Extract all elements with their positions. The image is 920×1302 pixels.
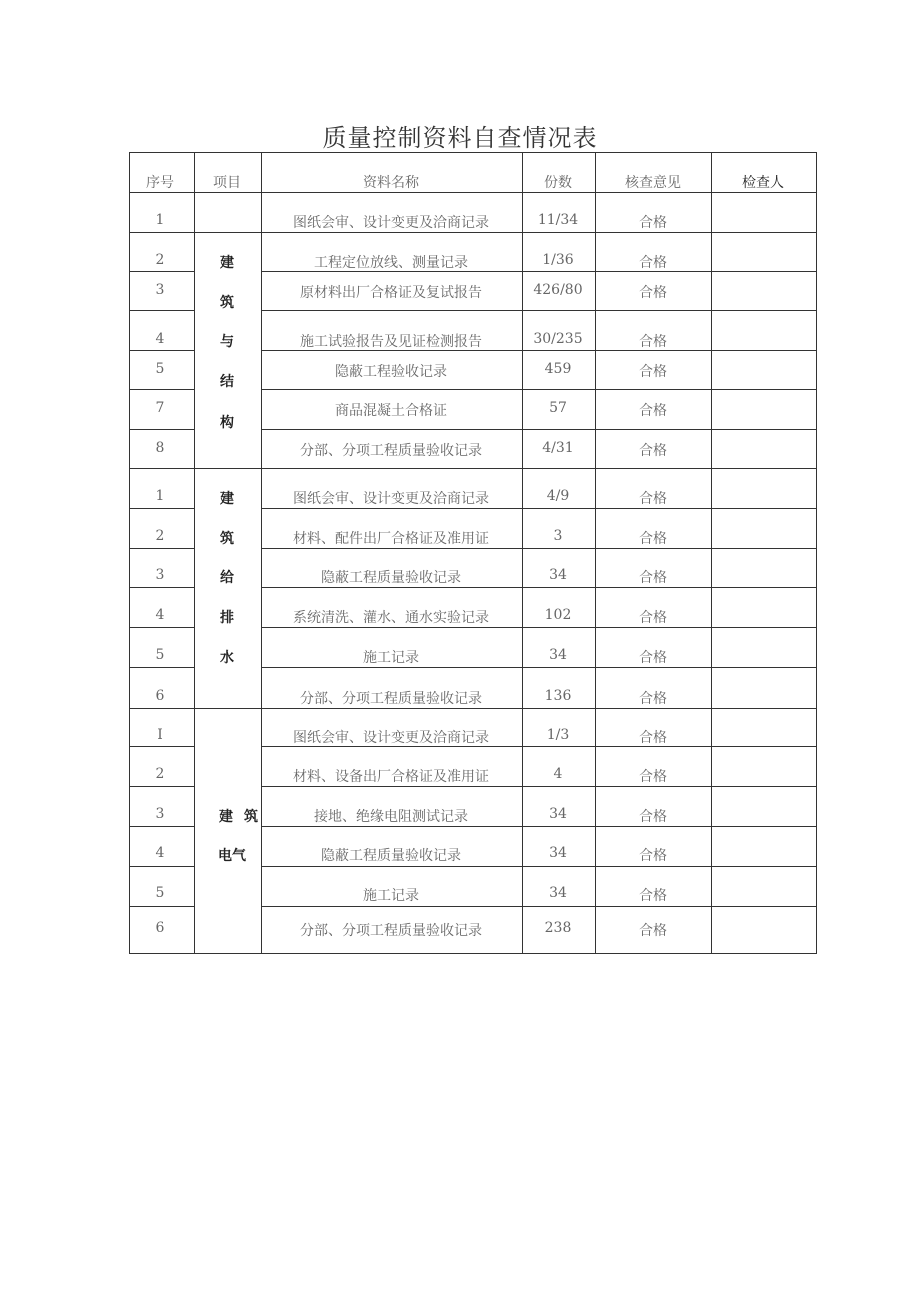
review-opinion: 合格 (639, 570, 667, 586)
group-label-char: 水 (220, 650, 234, 666)
table-col-line (129, 152, 130, 953)
row-number: 2 (155, 766, 165, 782)
table-row-line (129, 271, 194, 272)
review-opinion: 合格 (639, 285, 667, 301)
table-row-line (261, 667, 817, 668)
table-row-line (129, 746, 194, 747)
table-row-line (194, 953, 261, 954)
table-row-line (261, 508, 817, 509)
table-row-line (261, 587, 817, 588)
review-opinion: 合格 (639, 888, 667, 904)
review-opinion: 合格 (639, 364, 667, 380)
document-name: 工程定位放线、测量记录 (314, 255, 468, 271)
table-row-line (129, 826, 194, 827)
group-label-char: 给 (220, 570, 234, 586)
row-number: 1 (155, 488, 165, 504)
row-number: 4 (155, 331, 165, 347)
table-col-line (261, 152, 262, 953)
table-row-line (261, 429, 817, 430)
table-col-line (816, 152, 817, 953)
page-title: 质量控制资料自查情况表 (322, 124, 598, 152)
table-col-line (522, 152, 523, 953)
group-label-char: 筑 (220, 531, 234, 547)
document-name: 施工记录 (363, 888, 419, 904)
document-count: 3 (553, 528, 563, 544)
row-number: 1 (155, 212, 165, 228)
row-number: 6 (155, 688, 165, 704)
document-count: 11/34 (537, 212, 579, 228)
document-count: 34 (549, 567, 567, 583)
document-name: 隐蔽工程质量验收记录 (321, 848, 461, 864)
review-opinion: 合格 (639, 848, 667, 864)
table-row-line (129, 350, 194, 351)
document-count: 57 (549, 400, 567, 416)
group-label-char: 筑 (244, 809, 258, 825)
review-opinion: 合格 (639, 334, 667, 350)
row-number: 2 (155, 252, 165, 268)
group-label-char: 建 (219, 809, 233, 825)
row-number: 8 (155, 440, 165, 456)
review-opinion: 合格 (639, 691, 667, 707)
review-opinion: 合格 (639, 491, 667, 507)
table-row-line (129, 587, 194, 588)
review-opinion: 合格 (639, 531, 667, 547)
row-number: 3 (155, 567, 165, 583)
document-name: 施工试验报告及见证检测报告 (300, 334, 482, 350)
document-count: 1/36 (542, 252, 574, 268)
document-name: 系统清洗、灌水、通水实验记录 (293, 610, 489, 626)
group-label-char: 构 (220, 415, 234, 431)
review-opinion: 合格 (639, 443, 667, 459)
table-row-line (129, 429, 194, 430)
document-name: 分部、分项工程质量验收记录 (300, 923, 482, 939)
document-name: 商品混凝土合格证 (335, 403, 447, 419)
table-row-line (261, 826, 817, 827)
document-count: 30/235 (533, 331, 583, 347)
document-name: 图纸会审、设计变更及洽商记录 (293, 491, 489, 507)
table-row-line (261, 866, 817, 867)
document-name: 图纸会审、设计变更及洽商记录 (293, 215, 489, 231)
row-number: I (157, 727, 163, 743)
table-row-line (129, 468, 194, 469)
table-row-line (261, 627, 817, 628)
document-name: 图纸会审、设计变更及洽商记录 (293, 730, 489, 746)
table-row-line (194, 192, 261, 193)
table-row-line (129, 866, 194, 867)
row-number: 3 (155, 806, 165, 822)
document-count: 4/9 (546, 488, 570, 504)
document-name: 隐蔽工程质量验收记录 (321, 570, 461, 586)
document-count: 459 (544, 361, 572, 377)
table-row-line (129, 389, 194, 390)
table-row-line (129, 192, 194, 193)
document-count: 4/31 (542, 440, 574, 456)
table-row-line (129, 310, 194, 311)
table-row-line (261, 468, 817, 469)
document-name: 分部、分项工程质量验收记录 (300, 443, 482, 459)
group-label-char: 结 (220, 374, 234, 390)
column-header: 核查意见 (625, 175, 681, 191)
group-label-char: 排 (220, 610, 234, 626)
row-number: 6 (155, 920, 165, 936)
row-number: 5 (155, 885, 165, 901)
table-row-line (194, 468, 261, 469)
document-name: 原材料出厂合格证及复试报告 (300, 285, 482, 301)
review-opinion: 合格 (639, 255, 667, 271)
document-name: 施工记录 (363, 650, 419, 666)
table-row-line (261, 906, 817, 907)
table-col-line (194, 152, 195, 953)
review-opinion: 合格 (639, 650, 667, 666)
document-count: 34 (549, 885, 567, 901)
column-header: 序号 (146, 175, 174, 191)
row-number: 5 (155, 361, 165, 377)
table-row-line (261, 192, 817, 193)
review-opinion: 合格 (639, 215, 667, 231)
table-row-line (261, 953, 817, 954)
table-row-line (261, 708, 817, 709)
table-row-line (129, 906, 194, 907)
table-row-line (129, 548, 194, 549)
row-number: 2 (155, 528, 165, 544)
column-header: 份数 (544, 175, 572, 191)
document-name: 分部、分项工程质量验收记录 (300, 691, 482, 707)
group-label-char: 与 (220, 334, 234, 350)
review-opinion: 合格 (639, 923, 667, 939)
document-name: 接地、绝缘电阻测试记录 (314, 809, 468, 825)
table-row-line (129, 786, 194, 787)
table-row-line (194, 232, 261, 233)
table-row-line (129, 508, 194, 509)
review-opinion: 合格 (639, 769, 667, 785)
review-opinion: 合格 (639, 610, 667, 626)
document-count: 34 (549, 845, 567, 861)
table-row-line (261, 389, 817, 390)
row-number: 7 (155, 400, 165, 416)
review-opinion: 合格 (639, 730, 667, 746)
row-number: 3 (155, 282, 165, 298)
table-row-line (129, 627, 194, 628)
row-number: 4 (155, 845, 165, 861)
group-label-char: 电气 (218, 848, 246, 864)
document-count: 136 (544, 688, 572, 704)
document-name: 材料、设备出厂合格证及准用证 (293, 769, 489, 785)
table-row-line (129, 667, 194, 668)
row-number: 5 (155, 647, 165, 663)
table-row-line (261, 786, 817, 787)
column-header: 检查人 (742, 175, 784, 191)
table-row-line (194, 708, 261, 709)
table-col-line (595, 152, 596, 953)
column-header: 项目 (213, 175, 241, 191)
column-header: 资料名称 (363, 175, 419, 191)
table-col-line (711, 152, 712, 953)
document-name: 材料、配件出厂合格证及准用证 (293, 531, 489, 547)
group-label-char: 建 (220, 491, 234, 507)
table-row-line (129, 953, 194, 954)
document-count: 1/3 (546, 727, 570, 743)
document-count: 102 (544, 607, 572, 623)
group-label-char: 建 (220, 255, 234, 271)
row-number: 4 (155, 607, 165, 623)
table-row-line (129, 708, 194, 709)
table-row-line (261, 232, 817, 233)
table-top-line (129, 152, 817, 153)
table-row-line (261, 310, 817, 311)
review-opinion: 合格 (639, 809, 667, 825)
table-row-line (129, 232, 194, 233)
review-opinion: 合格 (639, 403, 667, 419)
document-count: 238 (544, 920, 572, 936)
group-label-char: 筑 (220, 295, 234, 311)
table-row-line (261, 548, 817, 549)
document-name: 隐蔽工程验收记录 (335, 364, 447, 380)
document-count: 34 (549, 806, 567, 822)
document-count: 4 (553, 766, 563, 782)
document-count: 34 (549, 647, 567, 663)
document-count: 426/80 (533, 282, 583, 298)
